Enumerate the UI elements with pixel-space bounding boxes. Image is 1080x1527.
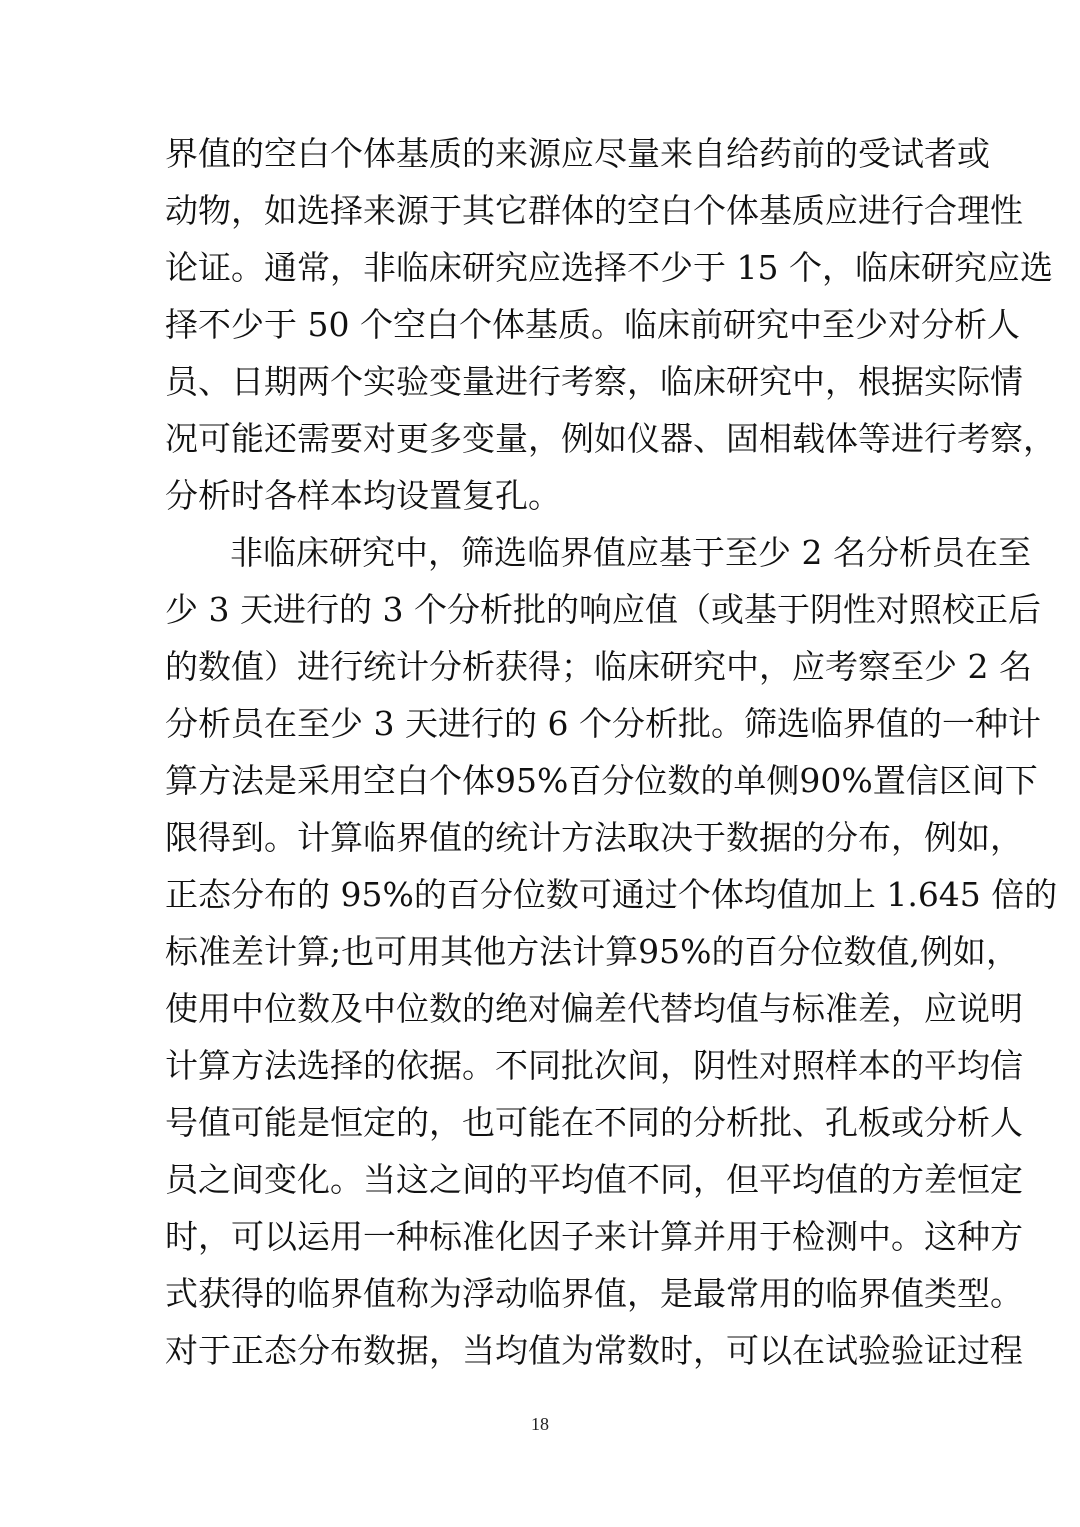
paragraph-2-line-15: 对于正态分布数据，当均值为常数时，可以在试验验证过程 <box>165 1331 1023 1370</box>
paragraph-2-line-6: 限得到。计算临界值的统计方法取决于数据的分布，例如， <box>165 818 1023 857</box>
paragraph-2-line-12: 员之间变化。当这之间的平均值不同，但平均值的方差恒定 <box>165 1160 1023 1199</box>
paragraph-1-line-6: 况可能还需要对更多变量，例如仪器、固相载体等进行考察， <box>165 419 1056 458</box>
paragraph-2-line-9: 使用中位数及中位数的绝对偏差代替均值与标准差，应说明 <box>165 989 1023 1028</box>
paragraph-2-line-7: 正态分布的 95%的百分位数可通过个体均值加上 1.645 倍的 <box>165 875 1058 914</box>
paragraph-2-line-1: 非临床研究中，筛选临界值应基于至少 2 名分析员在至 <box>230 533 1031 572</box>
paragraph-1-line-3: 论证。通常，非临床研究应选择不少于 15 个，临床研究应选 <box>165 248 1053 287</box>
paragraph-2-line-4: 分析员在至少 3 天进行的 6 个分析批。筛选临界值的一种计 <box>165 704 1041 743</box>
paragraph-1-line-2: 动物，如选择来源于其它群体的空白个体基质应进行合理性 <box>165 191 1023 230</box>
paragraph-2-line-10: 计算方法选择的依据。不同批次间，阴性对照样本的平均信 <box>165 1046 1023 1085</box>
paragraph-2-line-13: 时，可以运用一种标准化因子来计算并用于检测中。这种方 <box>165 1217 1023 1256</box>
page-number: 18 <box>531 1414 549 1434</box>
paragraph-2-line-3: 的数值）进行统计分析获得；临床研究中，应考察至少 2 名 <box>165 647 1032 686</box>
paragraph-2-line-11: 号值可能是恒定的，也可能在不同的分析批、孔板或分析人 <box>165 1103 1023 1142</box>
paragraph-2-line-8: 标准差计算;也可用其他方法计算95%的百分位数值,例如， <box>165 932 1019 971</box>
paragraph-1-line-4: 择不少于 50 个空白个体基质。临床前研究中至少对分析人 <box>165 305 1020 344</box>
paragraph-1-line-5: 员、日期两个实验变量进行考察，临床研究中，根据实际情 <box>165 362 1023 401</box>
paragraph-2-line-14: 式获得的临界值称为浮动临界值，是最常用的临界值类型。 <box>165 1274 1023 1313</box>
paragraph-2-line-2: 少 3 天进行的 3 个分析批的响应值（或基于阴性对照校正后 <box>165 590 1041 629</box>
paragraph-2-line-5: 算方法是采用空白个体95%百分位数的单侧90%置信区间下 <box>165 761 1038 800</box>
paragraph-1-line-1: 界值的空白个体基质的来源应尽量来自给药前的受试者或 <box>165 134 990 173</box>
paragraph-1-line-7: 分析时各样本均设置复孔。 <box>165 476 561 515</box>
